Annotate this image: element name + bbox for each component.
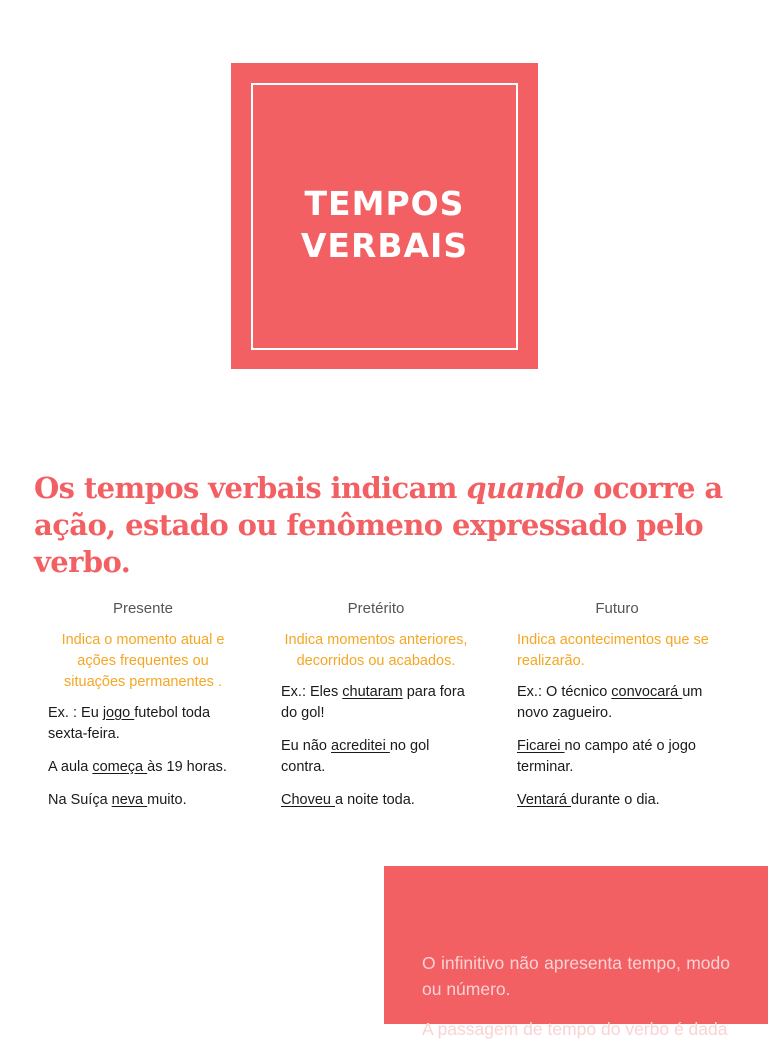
infinitive-note-continued: A passagem de tempo do verbo é dada bbox=[422, 1019, 728, 1039]
example-verb: começa bbox=[92, 759, 148, 775]
column-heading: Futuro bbox=[595, 600, 639, 617]
column-presente bbox=[48, 598, 238, 823]
example-text: futebol toda sexta-feira. bbox=[48, 705, 211, 742]
example-item bbox=[48, 790, 238, 811]
column-description: Indica acontecimentos que se realizarão. bbox=[517, 632, 709, 669]
example-text: Eu não bbox=[281, 738, 331, 754]
example-verb: Ficarei bbox=[517, 738, 565, 754]
intro-statement bbox=[34, 470, 754, 581]
title-frame bbox=[251, 83, 518, 350]
title-line-1: TEMPOS bbox=[304, 184, 465, 223]
example-item bbox=[517, 790, 717, 811]
example-text: no gol contra. bbox=[281, 738, 430, 775]
example-item bbox=[281, 682, 471, 724]
example-item bbox=[517, 682, 717, 724]
example-text: Ex.: Eles bbox=[281, 684, 343, 700]
example-text: às 19 horas. bbox=[147, 759, 227, 775]
column-description: Indica o momento atual e ações frequentes ou situações permanentes . bbox=[61, 632, 225, 690]
example-verb: Ventará bbox=[517, 792, 572, 808]
example-text: durante o dia. bbox=[571, 792, 660, 808]
title-card bbox=[231, 63, 538, 369]
example-text: A aula bbox=[48, 759, 93, 775]
column-heading: Pretérito bbox=[347, 600, 405, 617]
example-text: no campo até o jogo terminar. bbox=[517, 738, 696, 775]
example-item bbox=[281, 790, 471, 811]
intro-emphasis: quando bbox=[466, 471, 584, 505]
example-text: a noite toda. bbox=[335, 792, 415, 808]
example-item bbox=[48, 757, 238, 778]
example-verb: chutaram bbox=[342, 684, 403, 700]
column-description: Indica momentos anteriores, decorridos ou acabados. bbox=[284, 632, 468, 669]
example-verb: acreditei bbox=[331, 738, 390, 754]
example-verb: Choveu bbox=[281, 792, 336, 808]
column-futuro bbox=[517, 598, 717, 823]
example-item bbox=[517, 736, 717, 778]
example-text: Na Suíça bbox=[48, 792, 112, 808]
column-preterito bbox=[281, 598, 471, 823]
example-item bbox=[281, 736, 471, 778]
intro-after: ocorre a ação, estado ou fenômeno expressado pelo verbo. bbox=[34, 471, 723, 579]
example-verb: convocará bbox=[611, 684, 683, 700]
example-verb: neva bbox=[111, 792, 148, 808]
example-text: muito. bbox=[147, 792, 187, 808]
example-text: um novo zagueiro. bbox=[517, 684, 703, 721]
example-text: para fora do gol! bbox=[281, 684, 465, 721]
intro-before: Os tempos verbais indicam bbox=[34, 471, 467, 505]
example-text: Ex. : Eu bbox=[48, 705, 103, 721]
column-heading: Presente bbox=[112, 600, 174, 617]
example-text: Ex.: O técnico bbox=[517, 684, 612, 700]
infinitive-note-card bbox=[384, 866, 768, 1039]
infinitive-note: O infinitivo não apresenta tempo, modo ou número. bbox=[422, 953, 730, 999]
example-item bbox=[48, 703, 238, 745]
page-title bbox=[253, 183, 516, 267]
example-verb: jogo bbox=[102, 705, 135, 721]
title-line-2: VERBAIS bbox=[300, 226, 469, 265]
